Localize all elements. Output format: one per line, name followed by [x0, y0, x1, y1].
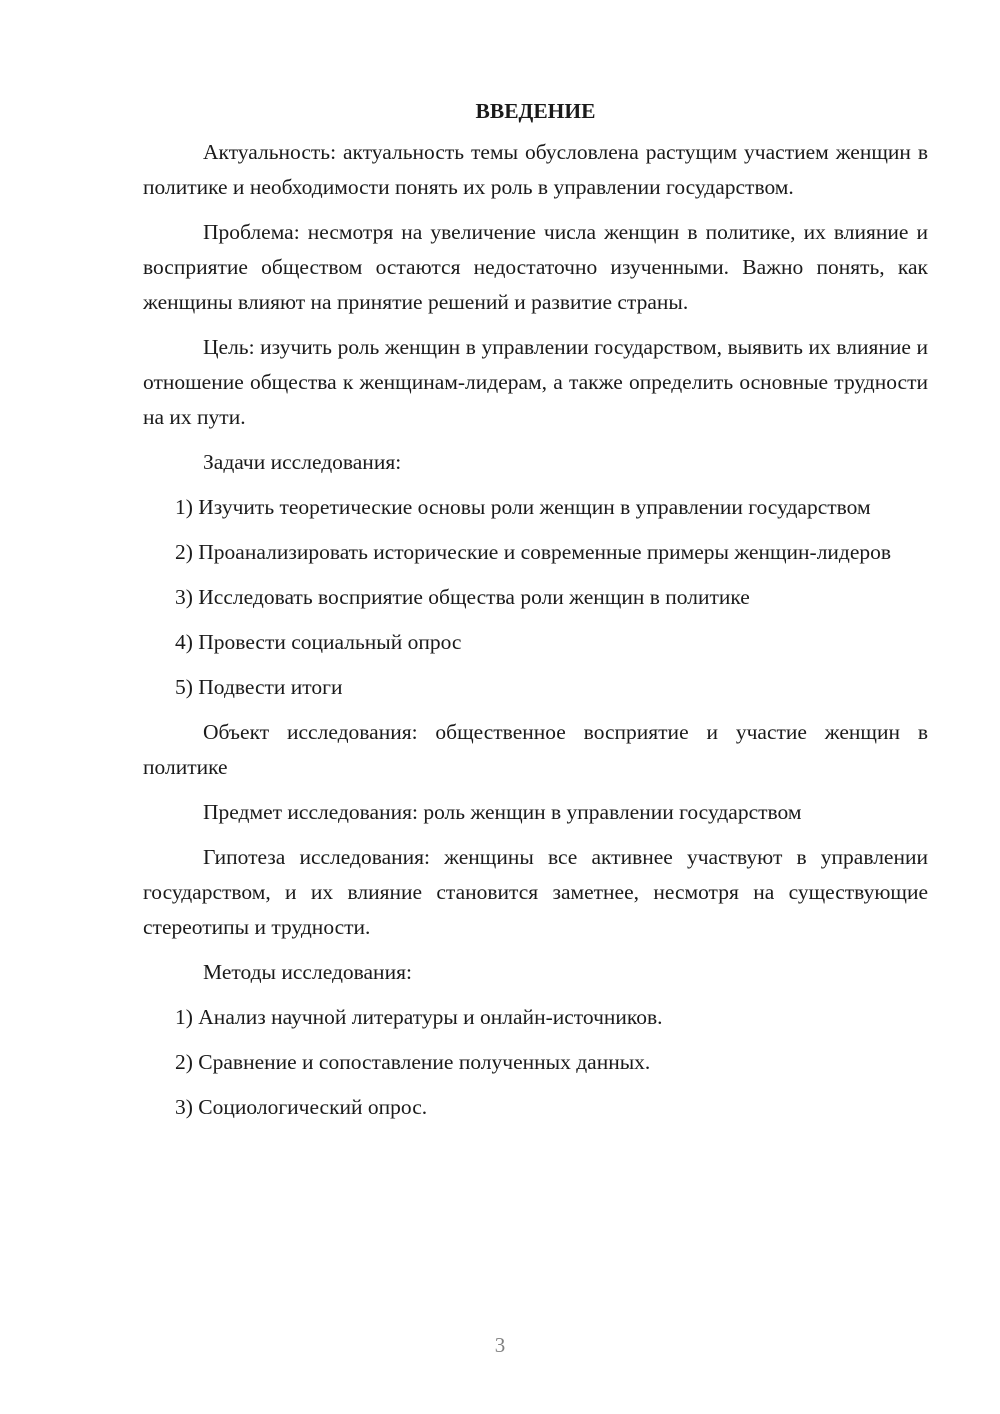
task-item: 3) Исследовать восприятие общества роли женщин в политике — [175, 585, 750, 609]
problem-paragraph: Проблема: несмотря на увеличение числа женщин в политике, их влияние и восприятие обществом остаются недостаточно изученными. Важно понять, как женщины влияют на принятие решений и развитие страны. — [143, 220, 928, 314]
task-item: 1) Изучить теоретические основы роли женщин в управлении государством — [175, 495, 871, 519]
document-page — [143, 96, 928, 1135]
method-item: 2) Сравнение и сопоставление полученных данных. — [175, 1050, 651, 1074]
tasks-heading: Задачи исследования: — [203, 450, 402, 474]
goal-paragraph: Цель: изучить роль женщин в управлении государством, выявить их влияние и отношение общества к женщинам-лидерам, а также определить основные трудности на их пути. — [143, 335, 928, 429]
method-item: 1) Анализ научной литературы и онлайн-источников. — [175, 1005, 663, 1029]
section-title: ВВЕДЕНИЕ — [475, 99, 596, 123]
hypothesis-paragraph: Гипотеза исследования: женщины все активнее участвуют в управлении государством, и их влияние становится заметнее, несмотря на существующие стереотипы и трудности. — [143, 845, 928, 939]
object-paragraph: Объект исследования: общественное восприятие и участие женщин в политике — [143, 720, 928, 779]
task-item: 5) Подвести итоги — [175, 675, 343, 699]
method-item: 3) Социологический опрос. — [175, 1095, 428, 1119]
page-number: 3 — [494, 1333, 506, 1357]
task-item: 4) Провести социальный опрос — [175, 630, 462, 654]
relevance-paragraph: Актуальность: актуальность темы обусловлена растущим участием женщин в политике и необходимости понять их роль в управлении государством. — [143, 140, 928, 199]
subject-paragraph: Предмет исследования: роль женщин в управлении государством — [203, 800, 802, 824]
task-item: 2) Проанализировать исторические и современные примеры женщин-лидеров — [175, 540, 892, 564]
methods-heading: Методы исследования: — [203, 960, 412, 984]
